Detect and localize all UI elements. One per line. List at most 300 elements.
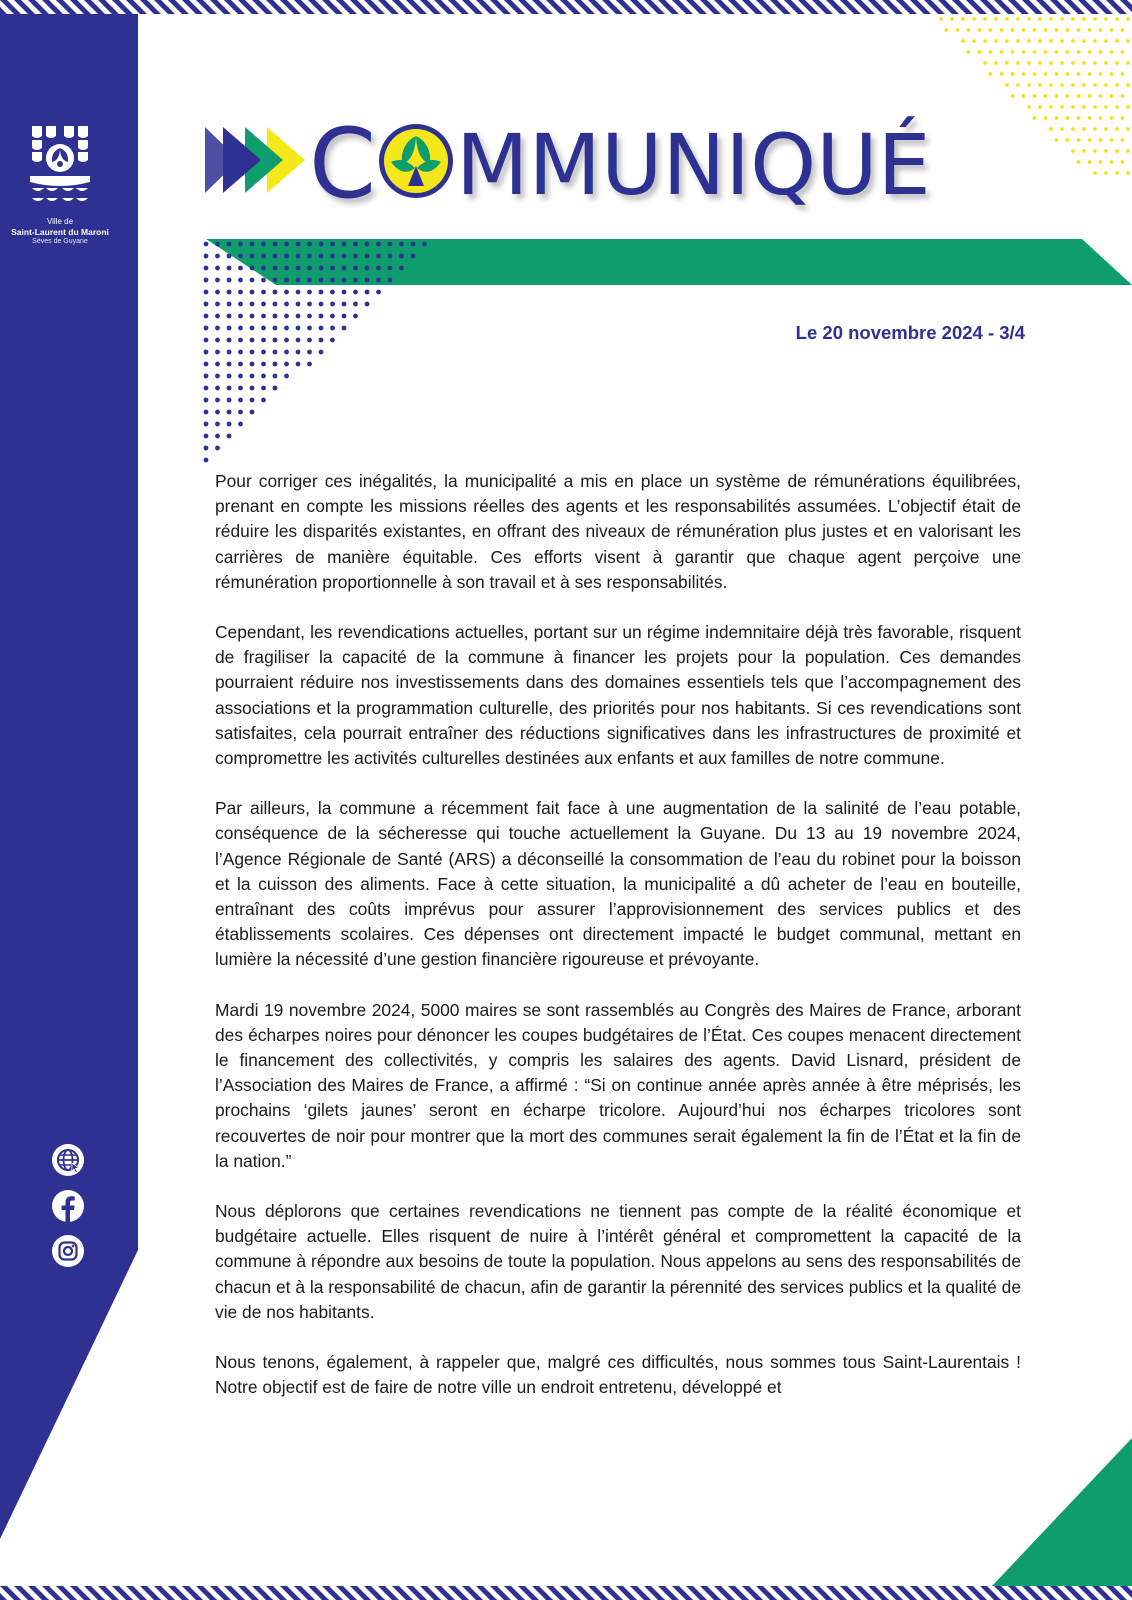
navy-dot bbox=[238, 290, 243, 295]
navy-dot bbox=[273, 290, 278, 295]
navy-dot bbox=[376, 278, 381, 283]
navy-dot bbox=[238, 278, 243, 283]
navy-dot bbox=[273, 302, 278, 307]
navy-dot bbox=[342, 266, 347, 271]
navy-dot bbox=[204, 278, 209, 283]
yellow-dot bbox=[1088, 50, 1092, 54]
navy-dot bbox=[307, 266, 312, 271]
yellow-dot bbox=[1049, 17, 1053, 21]
yellow-dot bbox=[1104, 39, 1108, 43]
navy-dot bbox=[307, 278, 312, 283]
yellow-dot bbox=[1104, 17, 1108, 21]
website-link[interactable] bbox=[51, 1143, 85, 1177]
yellow-dot bbox=[1099, 72, 1103, 76]
yellow-dot bbox=[1126, 61, 1130, 65]
yellow-dot bbox=[1027, 61, 1031, 65]
navy-dot bbox=[307, 338, 312, 343]
yellow-dot bbox=[1077, 94, 1081, 98]
navy-dot bbox=[353, 302, 358, 307]
yellow-dot bbox=[1093, 105, 1097, 109]
yellow-dot bbox=[1115, 127, 1119, 131]
yellow-dot bbox=[1110, 50, 1114, 54]
yellow-dot bbox=[1110, 94, 1114, 98]
yellow-dot bbox=[1115, 17, 1119, 21]
facebook-icon bbox=[51, 1189, 85, 1223]
yellow-dot bbox=[1055, 138, 1059, 142]
navy-dot bbox=[342, 314, 347, 319]
navy-dot bbox=[204, 254, 209, 259]
navy-dot bbox=[261, 266, 266, 271]
navy-dot bbox=[284, 278, 289, 283]
yellow-dot bbox=[1082, 83, 1086, 87]
navy-dot bbox=[342, 254, 347, 259]
navy-dot bbox=[204, 434, 209, 439]
navy-dot bbox=[250, 338, 255, 343]
yellow-dot bbox=[1115, 83, 1119, 87]
navy-dot bbox=[330, 326, 335, 331]
yellow-dot bbox=[1016, 83, 1020, 87]
yellow-dot bbox=[1093, 83, 1097, 87]
yellow-dot bbox=[1066, 50, 1070, 54]
yellow-dot bbox=[1110, 138, 1114, 142]
navy-dot bbox=[204, 398, 209, 403]
navy-dot bbox=[261, 338, 266, 343]
yellow-dot bbox=[1049, 127, 1053, 131]
navy-dot bbox=[353, 266, 358, 271]
navy-dot bbox=[227, 302, 232, 307]
navy-dot bbox=[238, 362, 243, 367]
navy-dot bbox=[330, 314, 335, 319]
navy-dot bbox=[227, 374, 232, 379]
yellow-dot bbox=[1071, 17, 1075, 21]
yellow-dot bbox=[1104, 105, 1108, 109]
yellow-dot bbox=[1071, 105, 1075, 109]
yellow-dot bbox=[989, 72, 993, 76]
yellow-dot bbox=[1077, 160, 1081, 164]
yellow-dot bbox=[1060, 39, 1064, 43]
yellow-dot bbox=[1022, 72, 1026, 76]
navy-dot bbox=[238, 422, 243, 427]
navy-dot bbox=[388, 266, 393, 271]
yellow-dot bbox=[1071, 149, 1075, 153]
yellow-dot bbox=[1121, 94, 1125, 98]
yellow-dot bbox=[1033, 116, 1037, 120]
yellow-dot bbox=[1005, 61, 1009, 65]
navy-dot bbox=[273, 278, 278, 283]
navy-dot bbox=[227, 326, 232, 331]
navy-dot bbox=[261, 362, 266, 367]
yellow-dot bbox=[1121, 72, 1125, 76]
yellow-dot bbox=[1099, 160, 1103, 164]
yellow-dot bbox=[1027, 83, 1031, 87]
navy-dot bbox=[376, 254, 381, 259]
body-paragraph: Pour corriger ces inégalités, la municipalité a mis en place un système de rémunérations équilibrées, prenant en compte les missions réelles des agents et les responsabilités assumées. L’objectif était de réduire les disparités existantes, en offrant des niveaux de rémunération plus justes et en valorisant les carrières de manière équitable. Ces efforts visent à garantir que chaque agent perçoive une rémunération proportionnelle à son travail et à ses responsabilités. bbox=[215, 471, 1021, 592]
navy-dot bbox=[250, 350, 255, 355]
navy-dot bbox=[273, 338, 278, 343]
navy-dot bbox=[342, 242, 347, 247]
navy-dot bbox=[204, 338, 209, 343]
navy-dot bbox=[399, 242, 404, 247]
navy-dot bbox=[273, 326, 278, 331]
navy-dot bbox=[204, 302, 209, 307]
yellow-dot bbox=[1088, 28, 1092, 32]
yellow-dot bbox=[1104, 61, 1108, 65]
navy-dot bbox=[273, 350, 278, 355]
yellow-dot bbox=[1027, 105, 1031, 109]
navy-dot bbox=[342, 326, 347, 331]
navy-dot bbox=[319, 278, 324, 283]
navy-dot bbox=[319, 338, 324, 343]
navy-dot bbox=[215, 422, 220, 427]
yellow-dot bbox=[961, 17, 965, 21]
yellow-dot bbox=[1011, 28, 1015, 32]
navy-dot bbox=[273, 242, 278, 247]
navy-dot bbox=[365, 302, 370, 307]
yellow-dot bbox=[1099, 138, 1103, 142]
instagram-link[interactable] bbox=[51, 1234, 85, 1268]
yellow-dot bbox=[939, 17, 943, 21]
navy-dot bbox=[319, 302, 324, 307]
navy-dot bbox=[215, 242, 220, 247]
yellow-dot bbox=[1044, 50, 1048, 54]
navy-dot bbox=[238, 398, 243, 403]
navy-dot bbox=[250, 362, 255, 367]
navy-dot bbox=[388, 254, 393, 259]
yellow-dot bbox=[1115, 61, 1119, 65]
navy-dot bbox=[330, 290, 335, 295]
navy-dot bbox=[204, 374, 209, 379]
yellow-dot bbox=[1088, 160, 1092, 164]
yellow-dot bbox=[1121, 160, 1125, 164]
globe-icon bbox=[51, 1143, 85, 1177]
yellow-dot bbox=[1110, 160, 1114, 164]
navy-dot bbox=[204, 290, 209, 295]
yellow-dot bbox=[994, 61, 998, 65]
navy-dot bbox=[204, 326, 209, 331]
navy-dot bbox=[215, 350, 220, 355]
navy-dot bbox=[238, 386, 243, 391]
yellow-dot bbox=[1093, 149, 1097, 153]
navy-dot bbox=[227, 290, 232, 295]
navy-dot bbox=[399, 254, 404, 259]
navy-dot bbox=[307, 302, 312, 307]
yellow-dot bbox=[1033, 72, 1037, 76]
navy-dot bbox=[273, 362, 278, 367]
yellow-dot bbox=[1115, 105, 1119, 109]
yellow-dot bbox=[1060, 127, 1064, 131]
yellow-dot bbox=[1049, 39, 1053, 43]
yellow-dot bbox=[945, 28, 949, 32]
navy-dot bbox=[319, 266, 324, 271]
yellow-dot bbox=[1110, 72, 1114, 76]
navy-dot bbox=[204, 314, 209, 319]
yellow-dot bbox=[1126, 83, 1130, 87]
navy-dot bbox=[273, 314, 278, 319]
yellow-dot bbox=[1088, 138, 1092, 142]
navy-dot bbox=[330, 278, 335, 283]
navy-dot bbox=[204, 410, 209, 415]
yellow-dot bbox=[1027, 17, 1031, 21]
navy-dot bbox=[238, 302, 243, 307]
yellow-dot bbox=[1038, 61, 1042, 65]
page-title bbox=[309, 108, 1029, 220]
navy-dot bbox=[250, 278, 255, 283]
yellow-dot bbox=[1066, 72, 1070, 76]
yellow-dot bbox=[1033, 28, 1037, 32]
navy-dot bbox=[250, 302, 255, 307]
arrow-chevrons-icon bbox=[205, 127, 305, 193]
yellow-dot bbox=[1011, 50, 1015, 54]
navy-dot bbox=[227, 254, 232, 259]
yellow-dot bbox=[978, 28, 982, 32]
navy-dot bbox=[296, 302, 301, 307]
navy-dot bbox=[284, 350, 289, 355]
yellow-dot bbox=[1104, 149, 1108, 153]
navy-dot bbox=[204, 350, 209, 355]
navy-dot bbox=[342, 290, 347, 295]
yellow-dot bbox=[1060, 105, 1064, 109]
yellow-dot bbox=[967, 50, 971, 54]
navy-dot bbox=[284, 254, 289, 259]
navy-dot bbox=[273, 386, 278, 391]
navy-dot bbox=[261, 290, 266, 295]
navy-dot bbox=[227, 242, 232, 247]
yellow-dot bbox=[972, 17, 976, 21]
navy-dot bbox=[365, 278, 370, 283]
yellow-dot bbox=[1093, 171, 1097, 175]
navy-dot bbox=[307, 290, 312, 295]
navy-dot bbox=[422, 242, 427, 247]
navy-dot bbox=[204, 422, 209, 427]
yellow-dot bbox=[983, 17, 987, 21]
navy-dot bbox=[227, 362, 232, 367]
navy-dot bbox=[238, 254, 243, 259]
navy-dot bbox=[261, 386, 266, 391]
navy-dot bbox=[250, 410, 255, 415]
yellow-dot bbox=[1110, 116, 1114, 120]
yellow-dot bbox=[1016, 39, 1020, 43]
navy-dot bbox=[319, 290, 324, 295]
navy-dot bbox=[307, 350, 312, 355]
navy-dot bbox=[261, 398, 266, 403]
yellow-dot bbox=[1088, 72, 1092, 76]
navy-dot bbox=[330, 254, 335, 259]
navy-dot bbox=[296, 350, 301, 355]
emblem-icon bbox=[29, 124, 91, 212]
yellow-dot bbox=[1016, 61, 1020, 65]
navy-dot bbox=[250, 266, 255, 271]
yellow-dot bbox=[1055, 72, 1059, 76]
navy-dot bbox=[227, 410, 232, 415]
yellow-dot bbox=[1011, 94, 1015, 98]
yellow-dot bbox=[1049, 61, 1053, 65]
navy-dot bbox=[296, 338, 301, 343]
yellow-dot bbox=[1071, 39, 1075, 43]
yellow-dot bbox=[1022, 94, 1026, 98]
navy-dot bbox=[284, 362, 289, 367]
yellow-dot bbox=[1044, 72, 1048, 76]
logo-city-line: Ville de bbox=[46, 217, 74, 226]
navy-dot bbox=[376, 266, 381, 271]
yellow-dot bbox=[1099, 94, 1103, 98]
navy-dot bbox=[273, 374, 278, 379]
navy-dot bbox=[284, 290, 289, 295]
navy-dot bbox=[261, 350, 266, 355]
yellow-dot bbox=[1126, 17, 1130, 21]
yellow-dot bbox=[1088, 116, 1092, 120]
yellow-dot bbox=[1071, 83, 1075, 87]
yellow-dot bbox=[961, 39, 965, 43]
navy-dot bbox=[227, 386, 232, 391]
yellow-dot bbox=[1000, 28, 1004, 32]
facebook-link[interactable] bbox=[51, 1189, 85, 1223]
yellow-dot bbox=[1060, 83, 1064, 87]
navy-dot bbox=[215, 362, 220, 367]
yellow-dot bbox=[1016, 17, 1020, 21]
logo-city-name: Saint-Laurent du Maroni bbox=[11, 227, 109, 237]
navy-dot bbox=[261, 374, 266, 379]
yellow-dot bbox=[1055, 28, 1059, 32]
yellow-dot bbox=[1066, 138, 1070, 142]
navy-dot bbox=[411, 254, 416, 259]
navy-dot bbox=[238, 350, 243, 355]
yellow-dot bbox=[1093, 61, 1097, 65]
yellow-dot bbox=[1038, 39, 1042, 43]
navy-dot bbox=[215, 374, 220, 379]
yellow-dot bbox=[1077, 72, 1081, 76]
navy-dot bbox=[342, 278, 347, 283]
yellow-dot bbox=[1033, 50, 1037, 54]
navy-dot bbox=[319, 242, 324, 247]
yellow-dot bbox=[1099, 116, 1103, 120]
navy-dot bbox=[261, 326, 266, 331]
navy-dot bbox=[353, 278, 358, 283]
navy-dot bbox=[319, 350, 324, 355]
yellow-dot bbox=[989, 50, 993, 54]
navy-dot bbox=[215, 254, 220, 259]
yellow-dot bbox=[1000, 72, 1004, 76]
navy-dot bbox=[215, 410, 220, 415]
navy-dot bbox=[342, 302, 347, 307]
logo-tagline: Sèves de Guyane bbox=[32, 238, 88, 245]
navy-dot bbox=[215, 290, 220, 295]
navy-dot bbox=[284, 314, 289, 319]
navy-dot bbox=[261, 302, 266, 307]
yellow-dot bbox=[1126, 171, 1130, 175]
yellow-dot bbox=[1093, 17, 1097, 21]
navy-dot bbox=[227, 266, 232, 271]
yellow-dot bbox=[1126, 105, 1130, 109]
yellow-dot bbox=[1044, 116, 1048, 120]
yellow-dot bbox=[1055, 94, 1059, 98]
navy-dot bbox=[353, 290, 358, 295]
yellow-dot bbox=[1093, 127, 1097, 131]
yellow-dot bbox=[1082, 105, 1086, 109]
green-corner-triangle bbox=[992, 1438, 1132, 1586]
yellow-dot bbox=[1077, 50, 1081, 54]
navy-dot bbox=[204, 446, 209, 451]
yellow-dot bbox=[950, 17, 954, 21]
navy-dot bbox=[284, 326, 289, 331]
yellow-dot bbox=[1082, 61, 1086, 65]
navy-dot bbox=[215, 326, 220, 331]
navy-dot bbox=[284, 242, 289, 247]
navy-dot bbox=[238, 410, 243, 415]
body-paragraph: Nous déplorons que certaines revendications ne tiennent pas compte de la réalité économique et budgétaire actuelle. Elles risquent de nuire à l’intérêt général et compromettent la capacité de la commune à répondre aux besoins de toute la population. Nous appelons au sens des responsabilités de chacun et à la responsabilité de chacun, afin de garantir la pérennité des services publics et la qualité de vie de nos habitants. bbox=[215, 1201, 1021, 1322]
navy-dot bbox=[204, 458, 209, 463]
yellow-dot bbox=[1115, 39, 1119, 43]
navy-dot bbox=[238, 374, 243, 379]
yellow-dot bbox=[1038, 17, 1042, 21]
yellow-dot bbox=[1038, 105, 1042, 109]
navy-dot bbox=[261, 242, 266, 247]
navy-sidebar bbox=[0, 14, 138, 1584]
yellow-dot bbox=[983, 39, 987, 43]
yellow-dot bbox=[967, 28, 971, 32]
navy-dot bbox=[238, 242, 243, 247]
navy-dot bbox=[250, 374, 255, 379]
title-leaf-icon bbox=[377, 122, 455, 200]
navy-dot bbox=[365, 254, 370, 259]
yellow-dot bbox=[1104, 83, 1108, 87]
yellow-dot bbox=[1044, 94, 1048, 98]
navy-dot bbox=[296, 266, 301, 271]
navy-dot bbox=[330, 266, 335, 271]
navy-dot bbox=[215, 398, 220, 403]
body-paragraph: Par ailleurs, la commune a récemment fait face à une augmentation de la salinité de l’eau potable, conséquence de la sécheresse qui touche actuellement la Guyane. Du 13 au 19 novembre 2024, l’Agence Régionale de Santé (ARS) a déconseillé la consommation de l’eau du robinet pour la boisson et la cuisson des aliments. Face à cette situation, la municipalité a dû acheter de l’eau en bouteille, entraînant des coûts imprévus pour assurer l’approvisionnement des services publics et des établissements scolaires. Ces dépenses ont directement impacté le budget communal, mettant en lumière la nécessité d’une gestion financière rigoureuse et prévoyante. bbox=[215, 798, 1021, 970]
navy-dot bbox=[388, 278, 393, 283]
navy-dot bbox=[296, 362, 301, 367]
navy-dot bbox=[284, 338, 289, 343]
navy-dot bbox=[365, 242, 370, 247]
navy-dot bbox=[296, 326, 301, 331]
yellow-dot bbox=[1005, 39, 1009, 43]
navy-dot bbox=[330, 302, 335, 307]
navy-dot bbox=[365, 290, 370, 295]
navy-dot bbox=[227, 314, 232, 319]
navy-dot bbox=[399, 266, 404, 271]
yellow-dot bbox=[1099, 50, 1103, 54]
yellow-dot bbox=[1077, 138, 1081, 142]
yellow-dot bbox=[1038, 83, 1042, 87]
yellow-dot bbox=[1115, 171, 1119, 175]
navy-dot bbox=[261, 254, 266, 259]
navy-dot bbox=[227, 434, 232, 439]
navy-dot bbox=[238, 314, 243, 319]
title-rest: MMUNIQUÉ bbox=[456, 116, 931, 214]
yellow-dot bbox=[1044, 28, 1048, 32]
navy-dot-pattern bbox=[200, 238, 440, 478]
yellow-dot bbox=[1049, 83, 1053, 87]
yellow-dot bbox=[1115, 149, 1119, 153]
navy-dot bbox=[296, 254, 301, 259]
yellow-dot bbox=[1082, 39, 1086, 43]
bottom-zigzag-border bbox=[0, 1586, 1132, 1600]
navy-dot bbox=[319, 326, 324, 331]
yellow-dot bbox=[983, 61, 987, 65]
navy-dot bbox=[215, 278, 220, 283]
top-zigzag-border bbox=[0, 0, 1132, 14]
navy-dot bbox=[261, 278, 266, 283]
yellow-dot bbox=[1071, 61, 1075, 65]
navy-dot bbox=[284, 266, 289, 271]
yellow-dot bbox=[1022, 28, 1026, 32]
navy-dot bbox=[215, 434, 220, 439]
yellow-dot bbox=[1110, 28, 1114, 32]
communique-body bbox=[215, 469, 1021, 1426]
navy-dot bbox=[307, 242, 312, 247]
yellow-dot bbox=[989, 28, 993, 32]
